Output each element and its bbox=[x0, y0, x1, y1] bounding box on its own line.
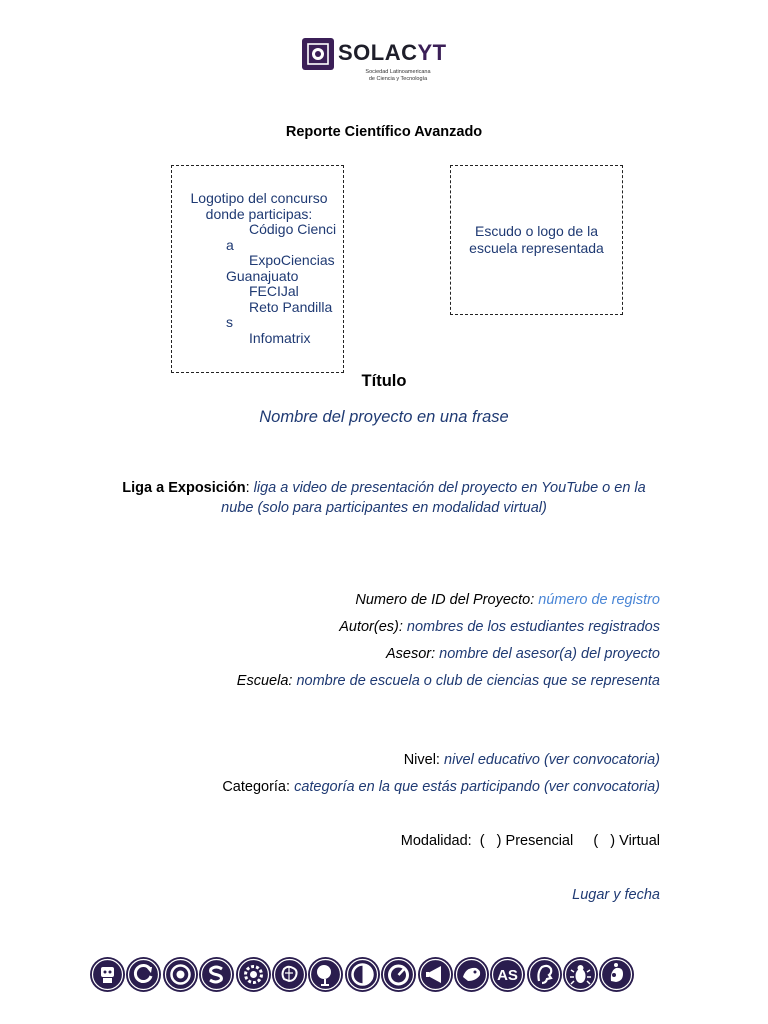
place-and-date: Lugar y fecha bbox=[572, 887, 660, 903]
project-id-label: Numero de ID del Proyecto: bbox=[355, 592, 535, 608]
moon-phase-icon bbox=[345, 957, 380, 992]
contest-logo-intro: Logotipo del concurso donde participas: bbox=[190, 190, 328, 222]
contest-list bbox=[226, 222, 338, 346]
modality-option-virtual: ( ) Virtual bbox=[593, 833, 660, 849]
logo-mark-icon bbox=[302, 38, 334, 70]
school-logo-text: Escudo o logo de la escuela representada bbox=[469, 223, 604, 256]
modality-option-presencial: ( ) Presencial bbox=[479, 833, 574, 849]
level-line bbox=[404, 752, 660, 768]
contest-item: FECIJal bbox=[249, 283, 299, 299]
svg-text:AS: AS bbox=[497, 967, 519, 984]
brain-icon bbox=[272, 957, 307, 992]
title-heading: Título bbox=[361, 372, 407, 390]
face-profile-icon bbox=[527, 957, 562, 992]
contest-item: Reto Pandillas bbox=[226, 298, 333, 330]
exposition-link-paragraph bbox=[108, 478, 660, 518]
advisor-value: nombre del asesor(a) del proyecto bbox=[439, 646, 660, 662]
logo-wordmark-main: SOLAC bbox=[338, 40, 418, 65]
exposition-value: liga a video de presentación del proyecto en YouTube o en la nube (solo para participantes en modalidad virtual) bbox=[221, 480, 646, 516]
authors-value: nombres de los estudiantes registrados bbox=[406, 619, 660, 635]
logo-subtitle-line1: Sociedad Latinoamericana bbox=[365, 69, 431, 75]
as-text-icon bbox=[490, 957, 525, 992]
contest-logo-placeholder bbox=[171, 165, 344, 373]
project-name: Nombre del proyecto en una frase bbox=[259, 408, 509, 426]
footer-icon-row bbox=[90, 957, 650, 993]
category-value: categoría en la que estás participando (ver convocatoria) bbox=[294, 779, 660, 795]
modality-label: Modalidad: bbox=[400, 833, 472, 849]
animal-icon bbox=[454, 957, 489, 992]
level-value: nivel educativo (ver convocatoria) bbox=[444, 752, 660, 768]
atom-icon bbox=[163, 957, 198, 992]
logo-wordmark bbox=[338, 40, 447, 66]
project-id-value: número de registro bbox=[538, 592, 660, 608]
logo-subtitle bbox=[352, 69, 444, 82]
robot-icon bbox=[90, 957, 125, 992]
project-id-line bbox=[355, 592, 660, 608]
category-line bbox=[222, 779, 660, 795]
school-line bbox=[237, 673, 660, 689]
solacyt-logo bbox=[302, 36, 452, 86]
refresh-arrow-icon bbox=[126, 957, 161, 992]
school-label: Escuela: bbox=[236, 673, 293, 689]
contest-item: Infomatrix bbox=[249, 329, 311, 346]
exposition-label: Liga a Exposición bbox=[122, 480, 246, 496]
advisor-line bbox=[386, 646, 660, 662]
logo-wordmark-accent: YT bbox=[417, 40, 447, 65]
contest-item: Código Ciencia bbox=[226, 221, 337, 253]
gauge-icon bbox=[381, 957, 416, 992]
modality-line bbox=[401, 833, 660, 849]
bug-icon bbox=[563, 957, 598, 992]
authors-line bbox=[339, 619, 660, 635]
report-title: Reporte Científico Avanzado bbox=[285, 124, 483, 140]
advisor-label: Asesor: bbox=[385, 646, 436, 662]
megaphone-icon bbox=[418, 957, 453, 992]
authors-label: Autor(es): bbox=[339, 619, 403, 635]
globe-icon bbox=[308, 957, 343, 992]
logo-subtitle-line2: de Ciencia y Tecnología bbox=[368, 75, 428, 82]
dollar-sign-icon bbox=[199, 957, 234, 992]
contest-item: ExpoCiencias Guanajuato bbox=[226, 252, 335, 284]
school-value: nombre de escuela o club de ciencias que se representa bbox=[296, 673, 660, 689]
gear-icon bbox=[236, 957, 271, 992]
exposition-separator: : bbox=[245, 480, 250, 496]
category-label: Categoría: bbox=[222, 779, 291, 795]
bio-icon bbox=[599, 957, 634, 992]
level-label: Nivel: bbox=[403, 752, 440, 768]
school-logo-placeholder bbox=[450, 165, 623, 315]
